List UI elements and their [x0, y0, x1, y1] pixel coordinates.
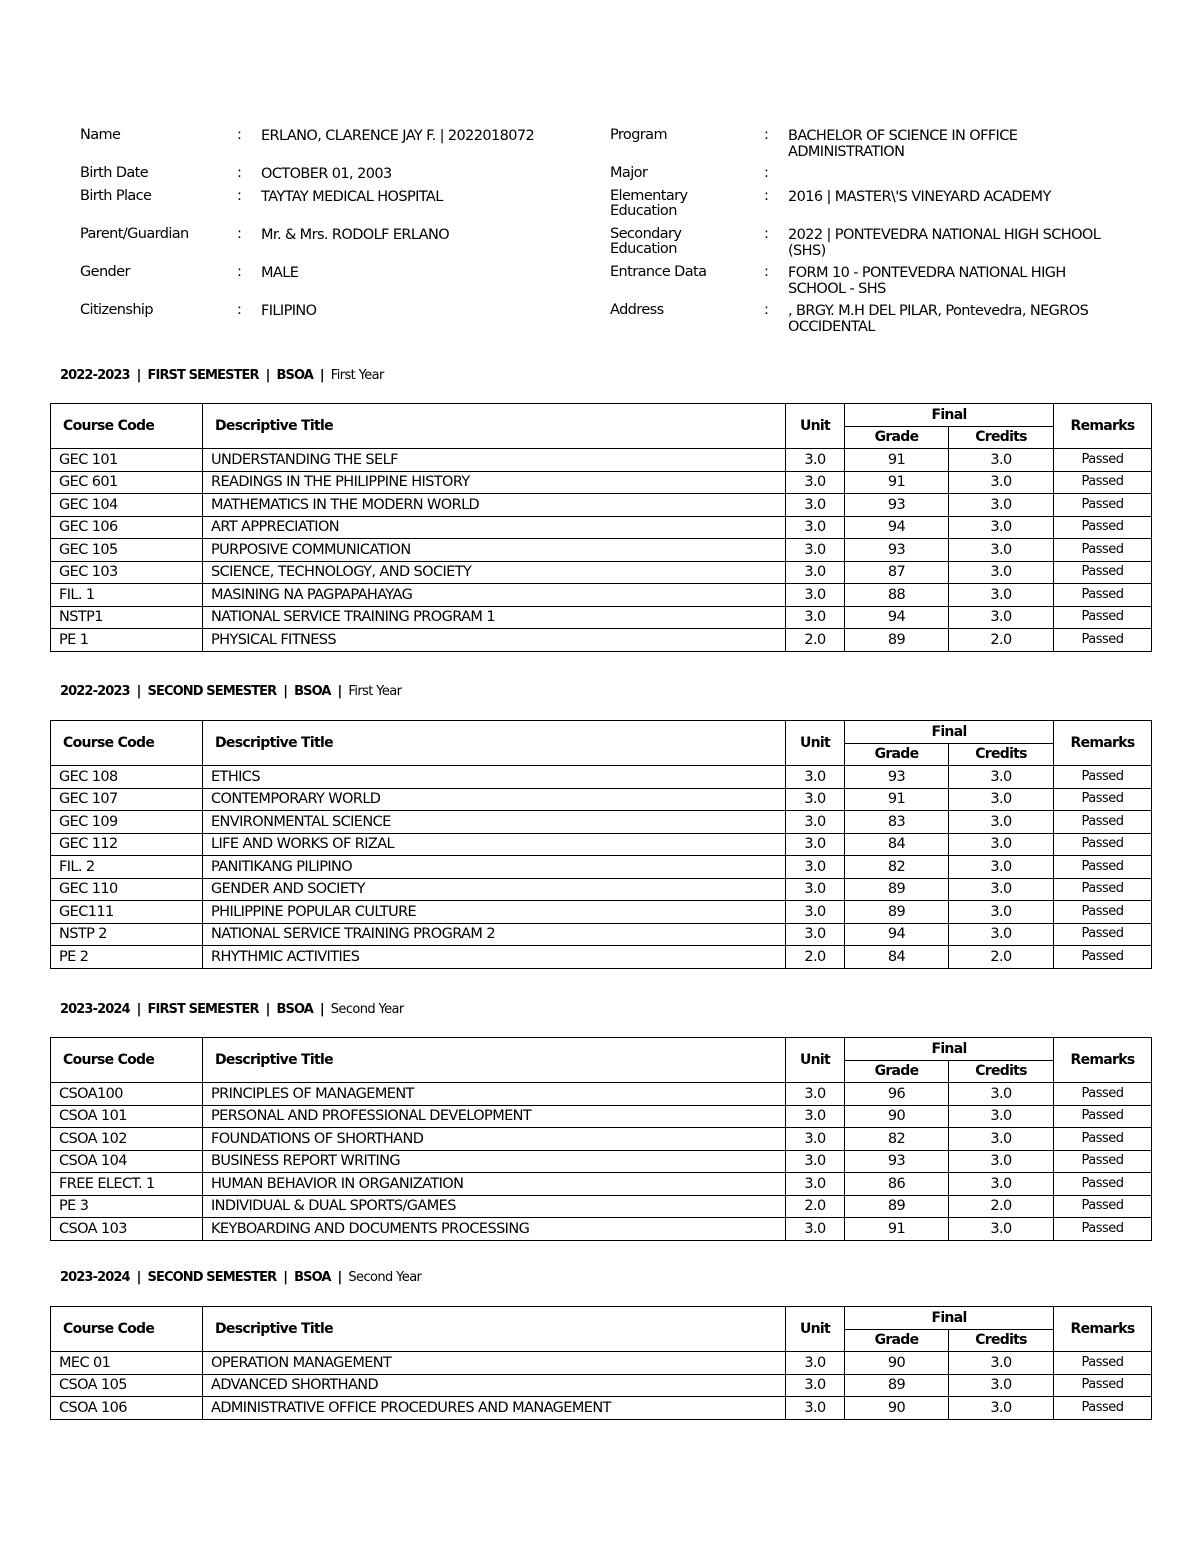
colon: : — [764, 188, 769, 204]
term: SECOND SEMESTER — [147, 684, 277, 699]
secondary-label: Secondary Education — [610, 226, 682, 257]
semester-header: 2023-2024 | SECOND SEMESTER | BSOA | Second Year — [60, 1270, 422, 1285]
unit: 3.0 — [786, 833, 845, 856]
course-code: GEC 110 — [51, 878, 203, 901]
course-code: CSOA 102 — [51, 1128, 203, 1151]
descriptive-title: GENDER AND SOCIETY — [203, 878, 786, 901]
unit: 2.0 — [786, 946, 845, 969]
grade: 86 — [845, 1173, 949, 1196]
header-unit: Unit — [786, 1307, 845, 1352]
birth-place-value: TAYTAY MEDICAL HOSPITAL — [261, 189, 443, 205]
year-level: First Year — [330, 368, 384, 383]
citizenship-label: Citizenship — [80, 302, 153, 318]
credits: 3.0 — [949, 1105, 1054, 1128]
credits: 2.0 — [949, 629, 1054, 652]
course-code: NSTP1 — [51, 606, 203, 629]
unit: 3.0 — [786, 539, 845, 562]
remarks: Passed — [1054, 1195, 1152, 1218]
header-credits: Credits — [949, 426, 1054, 449]
address-value: , BRGY. M.H DEL PILAR, Pontevedra, NEGROS OCCIDENTAL — [788, 303, 1089, 335]
credits: 3.0 — [949, 766, 1054, 789]
credits: 3.0 — [949, 901, 1054, 924]
grades-table — [50, 1037, 1152, 1241]
credits: 3.0 — [949, 1173, 1054, 1196]
remarks: Passed — [1054, 1173, 1152, 1196]
header-course-code: Course Code — [51, 404, 203, 449]
remarks: Passed — [1054, 449, 1152, 472]
credits: 3.0 — [949, 494, 1054, 517]
remarks: Passed — [1054, 1218, 1152, 1241]
remarks: Passed — [1054, 1397, 1152, 1420]
credits: 3.0 — [949, 878, 1054, 901]
credits: 2.0 — [949, 1195, 1054, 1218]
birth-date-value: OCTOBER 01, 2003 — [261, 166, 392, 182]
table-row — [51, 923, 1152, 946]
header-unit: Unit — [786, 1038, 845, 1083]
grade: 91 — [845, 788, 949, 811]
credits: 3.0 — [949, 923, 1054, 946]
header-descriptive-title: Descriptive Title — [203, 1038, 786, 1083]
course-code: CSOA 106 — [51, 1397, 203, 1420]
unit: 2.0 — [786, 1195, 845, 1218]
course-code: GEC 106 — [51, 516, 203, 539]
remarks: Passed — [1054, 766, 1152, 789]
header-course-code: Course Code — [51, 1038, 203, 1083]
major-label: Major — [610, 165, 648, 181]
remarks: Passed — [1054, 946, 1152, 969]
term: SECOND SEMESTER — [147, 1270, 277, 1285]
course-code: GEC 104 — [51, 494, 203, 517]
grade: 89 — [845, 1374, 949, 1397]
table-row — [51, 494, 1152, 517]
remarks: Passed — [1054, 901, 1152, 924]
grade: 89 — [845, 1195, 949, 1218]
header-grade: Grade — [845, 426, 949, 449]
grade: 96 — [845, 1083, 949, 1106]
unit: 3.0 — [786, 561, 845, 584]
table-row — [51, 901, 1152, 924]
remarks: Passed — [1054, 606, 1152, 629]
credits: 3.0 — [949, 606, 1054, 629]
grade: 93 — [845, 1150, 949, 1173]
table-row — [51, 856, 1152, 879]
header-grade: Grade — [845, 743, 949, 766]
grade: 84 — [845, 833, 949, 856]
table-row — [51, 1173, 1152, 1196]
credits: 3.0 — [949, 516, 1054, 539]
remarks: Passed — [1054, 629, 1152, 652]
unit: 3.0 — [786, 923, 845, 946]
gender-label: Gender — [80, 264, 130, 280]
grade: 91 — [845, 1218, 949, 1241]
secondary-value: 2022 | PONTEVEDRA NATIONAL HIGH SCHOOL (SHS) — [788, 227, 1101, 259]
parent-label: Parent/Guardian — [80, 226, 189, 242]
course-code: PE 1 — [51, 629, 203, 652]
table-row — [51, 629, 1152, 652]
descriptive-title: RHYTHMIC ACTIVITIES — [203, 946, 786, 969]
header-remarks: Remarks — [1054, 1307, 1152, 1352]
unit: 3.0 — [786, 1173, 845, 1196]
header-course-code: Course Code — [51, 721, 203, 766]
table-row — [51, 833, 1152, 856]
credits: 3.0 — [949, 833, 1054, 856]
header-grade: Grade — [845, 1060, 949, 1083]
remarks: Passed — [1054, 788, 1152, 811]
credits: 3.0 — [949, 1083, 1054, 1106]
unit: 3.0 — [786, 1150, 845, 1173]
credits: 3.0 — [949, 449, 1054, 472]
course-code: FREE ELECT. 1 — [51, 1173, 203, 1196]
header-final: Final — [845, 404, 1054, 427]
credits: 3.0 — [949, 584, 1054, 607]
year-level: First Year — [348, 684, 402, 699]
remarks: Passed — [1054, 878, 1152, 901]
grade: 93 — [845, 494, 949, 517]
unit: 3.0 — [786, 856, 845, 879]
descriptive-title: ART APPRECIATION — [203, 516, 786, 539]
table-row — [51, 1105, 1152, 1128]
year-level: Second Year — [348, 1270, 422, 1285]
remarks: Passed — [1054, 811, 1152, 834]
school-year: 2023-2024 — [60, 1002, 130, 1017]
remarks: Passed — [1054, 1083, 1152, 1106]
course-code: GEC 112 — [51, 833, 203, 856]
course-code: GEC 109 — [51, 811, 203, 834]
descriptive-title: PHYSICAL FITNESS — [203, 629, 786, 652]
descriptive-title: LIFE AND WORKS OF RIZAL — [203, 833, 786, 856]
credits: 3.0 — [949, 471, 1054, 494]
course-code: FIL. 2 — [51, 856, 203, 879]
table-row — [51, 1195, 1152, 1218]
colon: : — [237, 264, 242, 280]
gender-value: MALE — [261, 265, 299, 281]
unit: 3.0 — [786, 471, 845, 494]
grade: 90 — [845, 1105, 949, 1128]
colon: : — [764, 302, 769, 318]
remarks: Passed — [1054, 856, 1152, 879]
colon: : — [764, 127, 769, 143]
header-final: Final — [845, 1038, 1054, 1061]
credits: 3.0 — [949, 561, 1054, 584]
table-row — [51, 449, 1152, 472]
course-code: GEC111 — [51, 901, 203, 924]
remarks: Passed — [1054, 1374, 1152, 1397]
grade: 94 — [845, 923, 949, 946]
course-code: GEC 101 — [51, 449, 203, 472]
header-remarks: Remarks — [1054, 1038, 1152, 1083]
grade: 89 — [845, 878, 949, 901]
program-label: Program — [610, 127, 667, 143]
table-row — [51, 766, 1152, 789]
grade: 84 — [845, 946, 949, 969]
unit: 3.0 — [786, 1083, 845, 1106]
credits: 3.0 — [949, 539, 1054, 562]
unit: 3.0 — [786, 878, 845, 901]
unit: 3.0 — [786, 1352, 845, 1375]
table-row — [51, 1352, 1152, 1375]
birth-date-label: Birth Date — [80, 165, 149, 181]
remarks: Passed — [1054, 1128, 1152, 1151]
descriptive-title: INDIVIDUAL & DUAL SPORTS/GAMES — [203, 1195, 786, 1218]
grade: 91 — [845, 449, 949, 472]
colon: : — [237, 165, 242, 181]
semester-header: 2022-2023 | FIRST SEMESTER | BSOA | First Year — [60, 368, 384, 383]
entrance-value: FORM 10 - PONTEVEDRA NATIONAL HIGH SCHOOL - SHS — [788, 265, 1066, 297]
grade: 90 — [845, 1397, 949, 1420]
header-final: Final — [845, 721, 1054, 744]
unit: 3.0 — [786, 1128, 845, 1151]
course-code: PE 2 — [51, 946, 203, 969]
table-row — [51, 1397, 1152, 1420]
elementary-value: 2016 | MASTER\'S VINEYARD ACADEMY — [788, 189, 1051, 205]
descriptive-title: KEYBOARDING AND DOCUMENTS PROCESSING — [203, 1218, 786, 1241]
school-year: 2022-2023 — [60, 368, 130, 383]
course-code: GEC 108 — [51, 766, 203, 789]
descriptive-title: OPERATION MANAGEMENT — [203, 1352, 786, 1375]
table-row — [51, 1128, 1152, 1151]
remarks: Passed — [1054, 584, 1152, 607]
table-row — [51, 811, 1152, 834]
table-row — [51, 1150, 1152, 1173]
address-label: Address — [610, 302, 664, 318]
credits: 2.0 — [949, 946, 1054, 969]
table-row — [51, 878, 1152, 901]
descriptive-title: PRINCIPLES OF MANAGEMENT — [203, 1083, 786, 1106]
grade: 88 — [845, 584, 949, 607]
table-row — [51, 946, 1152, 969]
descriptive-title: PERSONAL AND PROFESSIONAL DEVELOPMENT — [203, 1105, 786, 1128]
course-code: CSOA 101 — [51, 1105, 203, 1128]
remarks: Passed — [1054, 516, 1152, 539]
colon: : — [237, 302, 242, 318]
course-code: CSOA100 — [51, 1083, 203, 1106]
colon: : — [764, 165, 769, 181]
unit: 3.0 — [786, 788, 845, 811]
descriptive-title: MASINING NA PAGPAPAHAYAG — [203, 584, 786, 607]
course-code: GEC 107 — [51, 788, 203, 811]
unit: 3.0 — [786, 1105, 845, 1128]
grade: 89 — [845, 629, 949, 652]
grade: 93 — [845, 766, 949, 789]
credits: 3.0 — [949, 856, 1054, 879]
grade: 82 — [845, 1128, 949, 1151]
header-credits: Credits — [949, 743, 1054, 766]
credits: 3.0 — [949, 1150, 1054, 1173]
header-descriptive-title: Descriptive Title — [203, 1307, 786, 1352]
table-row — [51, 516, 1152, 539]
header-unit: Unit — [786, 721, 845, 766]
credits: 3.0 — [949, 1352, 1054, 1375]
header-final: Final — [845, 1307, 1054, 1330]
table-row — [51, 788, 1152, 811]
credits: 3.0 — [949, 788, 1054, 811]
table-row — [51, 539, 1152, 562]
unit: 3.0 — [786, 494, 845, 517]
name-value: ERLANO, CLARENCE JAY F. | 2022018072 — [261, 128, 535, 144]
course-code: CSOA 105 — [51, 1374, 203, 1397]
descriptive-title: NATIONAL SERVICE TRAINING PROGRAM 1 — [203, 606, 786, 629]
header-descriptive-title: Descriptive Title — [203, 721, 786, 766]
unit: 3.0 — [786, 1374, 845, 1397]
descriptive-title: NATIONAL SERVICE TRAINING PROGRAM 2 — [203, 923, 786, 946]
header-credits: Credits — [949, 1060, 1054, 1083]
unit: 3.0 — [786, 449, 845, 472]
unit: 2.0 — [786, 629, 845, 652]
unit: 3.0 — [786, 606, 845, 629]
header-descriptive-title: Descriptive Title — [203, 404, 786, 449]
table-row — [51, 1218, 1152, 1241]
remarks: Passed — [1054, 833, 1152, 856]
descriptive-title: READINGS IN THE PHILIPPINE HISTORY — [203, 471, 786, 494]
unit: 3.0 — [786, 1218, 845, 1241]
descriptive-title: PHILIPPINE POPULAR CULTURE — [203, 901, 786, 924]
citizenship-value: FILIPINO — [261, 303, 317, 319]
descriptive-title: FOUNDATIONS OF SHORTHAND — [203, 1128, 786, 1151]
unit: 3.0 — [786, 811, 845, 834]
course-code: GEC 105 — [51, 539, 203, 562]
unit: 3.0 — [786, 1397, 845, 1420]
course-code: GEC 601 — [51, 471, 203, 494]
descriptive-title: ETHICS — [203, 766, 786, 789]
term: FIRST SEMESTER — [147, 368, 259, 383]
unit: 3.0 — [786, 766, 845, 789]
descriptive-title: ADMINISTRATIVE OFFICE PROCEDURES AND MANAGEMENT — [203, 1397, 786, 1420]
grade: 90 — [845, 1352, 949, 1375]
remarks: Passed — [1054, 539, 1152, 562]
course-code: FIL. 1 — [51, 584, 203, 607]
table-row — [51, 471, 1152, 494]
grade: 87 — [845, 561, 949, 584]
descriptive-title: HUMAN BEHAVIOR IN ORGANIZATION — [203, 1173, 786, 1196]
course-code: NSTP 2 — [51, 923, 203, 946]
colon: : — [237, 127, 242, 143]
header-unit: Unit — [786, 404, 845, 449]
credits: 3.0 — [949, 811, 1054, 834]
table-row — [51, 1083, 1152, 1106]
credits: 3.0 — [949, 1218, 1054, 1241]
elementary-label: Elementary Education — [610, 188, 688, 219]
credits: 3.0 — [949, 1397, 1054, 1420]
school-year: 2022-2023 — [60, 684, 130, 699]
semester-header: 2023-2024 | FIRST SEMESTER | BSOA | Second Year — [60, 1002, 404, 1017]
grade: 91 — [845, 471, 949, 494]
table-row — [51, 1374, 1152, 1397]
descriptive-title: ADVANCED SHORTHAND — [203, 1374, 786, 1397]
descriptive-title: PURPOSIVE COMMUNICATION — [203, 539, 786, 562]
unit: 3.0 — [786, 516, 845, 539]
grades-table — [50, 720, 1152, 969]
credits: 3.0 — [949, 1374, 1054, 1397]
remarks: Passed — [1054, 923, 1152, 946]
course-code: GEC 103 — [51, 561, 203, 584]
unit: 3.0 — [786, 901, 845, 924]
entrance-label: Entrance Data — [610, 264, 707, 280]
parent-value: Mr. & Mrs. RODOLF ERLANO — [261, 227, 450, 243]
header-remarks: Remarks — [1054, 721, 1152, 766]
program-code: BSOA — [294, 684, 331, 699]
colon: : — [764, 226, 769, 242]
grades-table — [50, 403, 1152, 652]
name-label: Name — [80, 127, 121, 143]
remarks: Passed — [1054, 1352, 1152, 1375]
credits: 3.0 — [949, 1128, 1054, 1151]
course-code: PE 3 — [51, 1195, 203, 1218]
descriptive-title: MATHEMATICS IN THE MODERN WORLD — [203, 494, 786, 517]
grade: 82 — [845, 856, 949, 879]
descriptive-title: ENVIRONMENTAL SCIENCE — [203, 811, 786, 834]
header-course-code: Course Code — [51, 1307, 203, 1352]
descriptive-title: SCIENCE, TECHNOLOGY, AND SOCIETY — [203, 561, 786, 584]
header-credits: Credits — [949, 1329, 1054, 1352]
descriptive-title: CONTEMPORARY WORLD — [203, 788, 786, 811]
grade: 89 — [845, 901, 949, 924]
remarks: Passed — [1054, 471, 1152, 494]
grade: 94 — [845, 606, 949, 629]
grades-table — [50, 1306, 1152, 1420]
colon: : — [237, 226, 242, 242]
year-level: Second Year — [330, 1002, 404, 1017]
remarks: Passed — [1054, 561, 1152, 584]
course-code: MEC 01 — [51, 1352, 203, 1375]
remarks: Passed — [1054, 1105, 1152, 1128]
school-year: 2023-2024 — [60, 1270, 130, 1285]
descriptive-title: PANITIKANG PILIPINO — [203, 856, 786, 879]
program-value: BACHELOR OF SCIENCE IN OFFICE ADMINISTRATION — [788, 128, 1018, 160]
unit: 3.0 — [786, 584, 845, 607]
term: FIRST SEMESTER — [147, 1002, 259, 1017]
colon: : — [764, 264, 769, 280]
birth-place-label: Birth Place — [80, 188, 152, 204]
remarks: Passed — [1054, 1150, 1152, 1173]
semester-header: 2022-2023 | SECOND SEMESTER | BSOA | First Year — [60, 684, 402, 699]
grade: 83 — [845, 811, 949, 834]
table-row — [51, 606, 1152, 629]
header-remarks: Remarks — [1054, 404, 1152, 449]
program-code: BSOA — [276, 368, 313, 383]
table-row — [51, 561, 1152, 584]
remarks: Passed — [1054, 494, 1152, 517]
descriptive-title: UNDERSTANDING THE SELF — [203, 449, 786, 472]
descriptive-title: BUSINESS REPORT WRITING — [203, 1150, 786, 1173]
table-row — [51, 584, 1152, 607]
course-code: CSOA 104 — [51, 1150, 203, 1173]
course-code: CSOA 103 — [51, 1218, 203, 1241]
grade: 93 — [845, 539, 949, 562]
header-grade: Grade — [845, 1329, 949, 1352]
grade: 94 — [845, 516, 949, 539]
program-code: BSOA — [276, 1002, 313, 1017]
colon: : — [237, 188, 242, 204]
program-code: BSOA — [294, 1270, 331, 1285]
